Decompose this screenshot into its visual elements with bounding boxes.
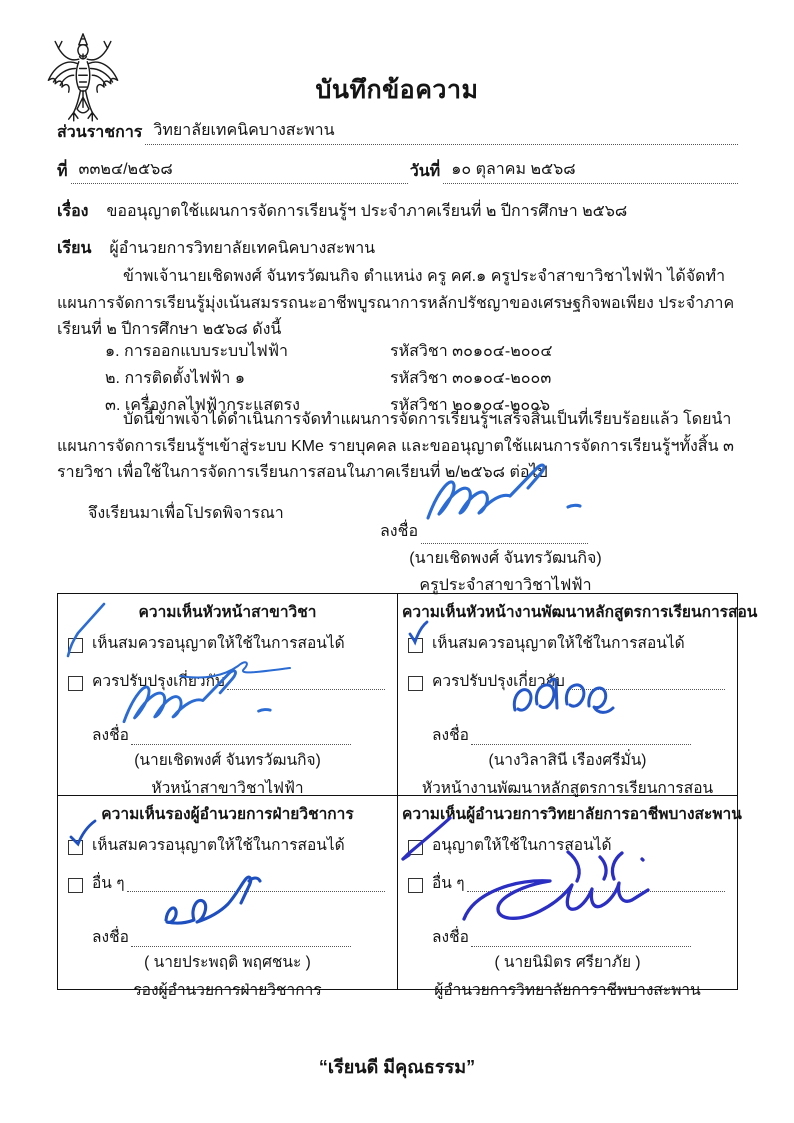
course-name: ๒. การติดตั้งไฟฟ้า ๑ bbox=[105, 370, 245, 387]
signature-line bbox=[131, 744, 351, 745]
opinion-box-title: ความเห็นรองผู้อำนวยการฝ่ายวิชาการ bbox=[101, 806, 354, 823]
body-paragraph-2: บัดนี้ข้าพเจ้าได้ดำเนินการจัดทำแผนการจัดการเรียนรู้ฯเสร็จสิ้นเป็นที่เรียบร้อยแล้ว โดยนำแผนการจัดการเรียนรู้ฯเข้าสู่ระบบ KMe รายบุคคล และขออนุญาตใช้แผนการจัดการเรียนรู้ฯทั้งสิ้น ๓ รายวิชา เพื่อใช้ในการจัดการเรียนการสอนในภาคเรียนที่ ๒/๒๕๖๘ ต่อไป bbox=[57, 411, 734, 481]
approve-checkbox[interactable] bbox=[68, 638, 83, 653]
document-title: บันทึกข้อความ bbox=[315, 76, 479, 104]
box-sign-row bbox=[432, 924, 691, 949]
opinion-box-deputy-director bbox=[58, 796, 398, 999]
opinion-box-curriculum-head bbox=[398, 594, 758, 797]
number-date-row bbox=[57, 157, 738, 184]
agency-value-line bbox=[145, 118, 738, 145]
sign-label: ลงชื่อ bbox=[432, 929, 469, 946]
approve-option-row bbox=[408, 630, 725, 655]
other-option-label: อื่น ๆ bbox=[92, 875, 125, 892]
approve-option-label: อนุญาตให้ใช้ในการสอนได้ bbox=[432, 837, 612, 854]
course-code: รหัสวิชา ๓๐๑๐๔-๒๐๐๓ bbox=[390, 370, 552, 387]
number-value-line bbox=[71, 157, 408, 184]
opinion-box-director bbox=[398, 796, 742, 999]
signature-line bbox=[471, 744, 691, 745]
approve-option-label: เห็นสมควรอนุญาตให้ใช้ในการสอนได้ bbox=[92, 837, 345, 854]
signer-title: ครูประจำสาขาวิชาไฟฟ้า bbox=[419, 577, 592, 594]
date-label: วันที่ bbox=[409, 163, 441, 180]
signature-line bbox=[471, 946, 691, 947]
sign-label: ลงชื่อ bbox=[92, 929, 129, 946]
date-value-line bbox=[443, 157, 738, 184]
number-value: ๓๓๒๔/๒๕๖๘ bbox=[78, 161, 173, 178]
to-row bbox=[57, 236, 738, 261]
opinion-box-department-head bbox=[58, 594, 398, 796]
opinion-box-title: ความเห็นหัวหน้าสาขาวิชา bbox=[138, 604, 317, 621]
opinion-box-title: ความเห็นผู้อำนวยการวิทยาลัยการอาชีพบางสะพาน bbox=[402, 806, 742, 823]
body-paragraph-1: ข้าพเจ้านายเชิดพงศ์ จันทรวัฒนกิจ ตำแหน่ง ครู คศ.๑ ครูประจำสาขาวิชาไฟฟ้า ได้จัดทำแผนการจัดการเรียนรู้มุ่งเน้นสมรรถนะอาชีพบูรณาการหลักปรัชญาของเศรษฐกิจพอเพียง ประจำภาคเรียนที่ ๒ ปีการศึกษา ๒๕๖๘ ดังนี้ bbox=[57, 268, 735, 338]
signature-line bbox=[131, 946, 351, 947]
other-option-label: อื่น ๆ bbox=[432, 875, 465, 892]
other-checkbox[interactable] bbox=[408, 878, 423, 893]
box-signer-name: ( นายนิมิตร ศรียาภัย ) bbox=[494, 954, 641, 971]
school-motto: “เรียนดี มีคุณธรรม” bbox=[318, 1057, 476, 1077]
approve-checkbox[interactable] bbox=[68, 840, 83, 855]
box-sign-row bbox=[432, 722, 691, 747]
approve-option-row bbox=[68, 630, 385, 655]
other-checkbox[interactable] bbox=[68, 878, 83, 893]
agency-value: วิทยาลัยเทคนิคบางสะพาน bbox=[153, 122, 335, 139]
approve-checkbox[interactable] bbox=[408, 638, 423, 653]
agency-row bbox=[57, 118, 738, 145]
other-option-row bbox=[68, 870, 385, 895]
main-sign-row bbox=[380, 519, 588, 544]
box-signer-name: ( นายประพฤติ พฤศชนะ ) bbox=[144, 954, 311, 971]
closing-phrase: จึงเรียนมาเพื่อโปรดพิจารณา bbox=[88, 505, 284, 522]
box-sign-row bbox=[92, 722, 351, 747]
signer-name: (นายเชิดพงศ์ จันทรวัฒนกิจ) bbox=[409, 550, 602, 567]
improve-option-row bbox=[408, 668, 725, 693]
sign-label: ลงชื่อ bbox=[432, 727, 469, 744]
subject-value: ขออนุญาตใช้แผนการจัดการเรียนรู้ฯ ประจำภาคเรียนที่ ๒ ปีการศึกษา ๒๕๖๘ bbox=[106, 203, 628, 220]
improve-option-row bbox=[68, 668, 385, 693]
improve-option-label: ควรปรับปรุงเกี่ยวกับ bbox=[92, 673, 225, 690]
improve-checkbox[interactable] bbox=[408, 676, 423, 691]
course-name: ๑. การออกแบบระบบไฟฟ้า bbox=[105, 343, 289, 360]
course-name: ๓. เครื่องกลไฟฟ้ากระแสตรง bbox=[105, 397, 300, 414]
course-code: รหัสวิชา ๒๐๑๐๔-๒๐๐๖ bbox=[390, 397, 551, 414]
date-value: ๑๐ ตุลาคม ๒๕๖๘ bbox=[451, 161, 576, 178]
sign-label: ลงชื่อ bbox=[380, 523, 419, 540]
agency-label: ส่วนราชการ bbox=[57, 124, 143, 141]
box-signer-title: หัวหน้าสาขาวิชาไฟฟ้า bbox=[151, 780, 304, 797]
to-label: เรียน bbox=[57, 240, 92, 257]
improve-checkbox[interactable] bbox=[68, 676, 83, 691]
improve-option-label: ควรปรับปรุงเกี่ยวกับ bbox=[432, 673, 565, 690]
subject-label: เรื่อง bbox=[57, 203, 89, 220]
box-signer-title: รองผู้อำนวยการฝ่ายวิชาการ bbox=[133, 982, 322, 999]
improve-fill-line bbox=[567, 689, 725, 690]
box-signer-name: (นางวิลาสินี เรืองศรีมั่น) bbox=[488, 752, 647, 769]
number-label: ที่ bbox=[57, 163, 68, 180]
improve-fill-line bbox=[227, 689, 385, 690]
box-signer-title: ผู้อำนวยการวิทยาลัยการาชีพบางสะพาน bbox=[434, 982, 701, 999]
sign-label: ลงชื่อ bbox=[92, 727, 129, 744]
box-signer-name: (นายเชิดพงศ์ จันทรวัฒนกิจ) bbox=[134, 752, 321, 769]
subject-row bbox=[57, 199, 738, 224]
course-list-item bbox=[57, 365, 705, 392]
to-value: ผู้อำนวยการวิทยาลัยเทคนิคบางสะพาน bbox=[109, 240, 376, 257]
signature-line bbox=[421, 542, 588, 544]
approve-option-row bbox=[408, 832, 725, 857]
course-code: รหัสวิชา ๓๐๑๐๔-๒๐๐๔ bbox=[390, 343, 553, 360]
box-signer-title: หัวหน้างานพัฒนาหลักสูตรการเรียนการสอน bbox=[421, 780, 714, 797]
approve-option-label: เห็นสมควรอนุญาตให้ใช้ในการสอนได้ bbox=[432, 635, 685, 652]
opinion-table bbox=[57, 593, 758, 999]
other-fill-line bbox=[127, 891, 385, 892]
approve-option-label: เห็นสมควรอนุญาตให้ใช้ในการสอนได้ bbox=[92, 635, 345, 652]
other-fill-line bbox=[467, 891, 725, 892]
other-option-row bbox=[408, 870, 725, 895]
approve-checkbox[interactable] bbox=[408, 840, 423, 855]
course-list-item bbox=[57, 338, 705, 365]
approve-option-row bbox=[68, 832, 385, 857]
box-sign-row bbox=[92, 924, 351, 949]
opinion-box-title: ความเห็นหัวหน้างานพัฒนาหลักสูตรการเรียนการสอน bbox=[402, 604, 758, 621]
